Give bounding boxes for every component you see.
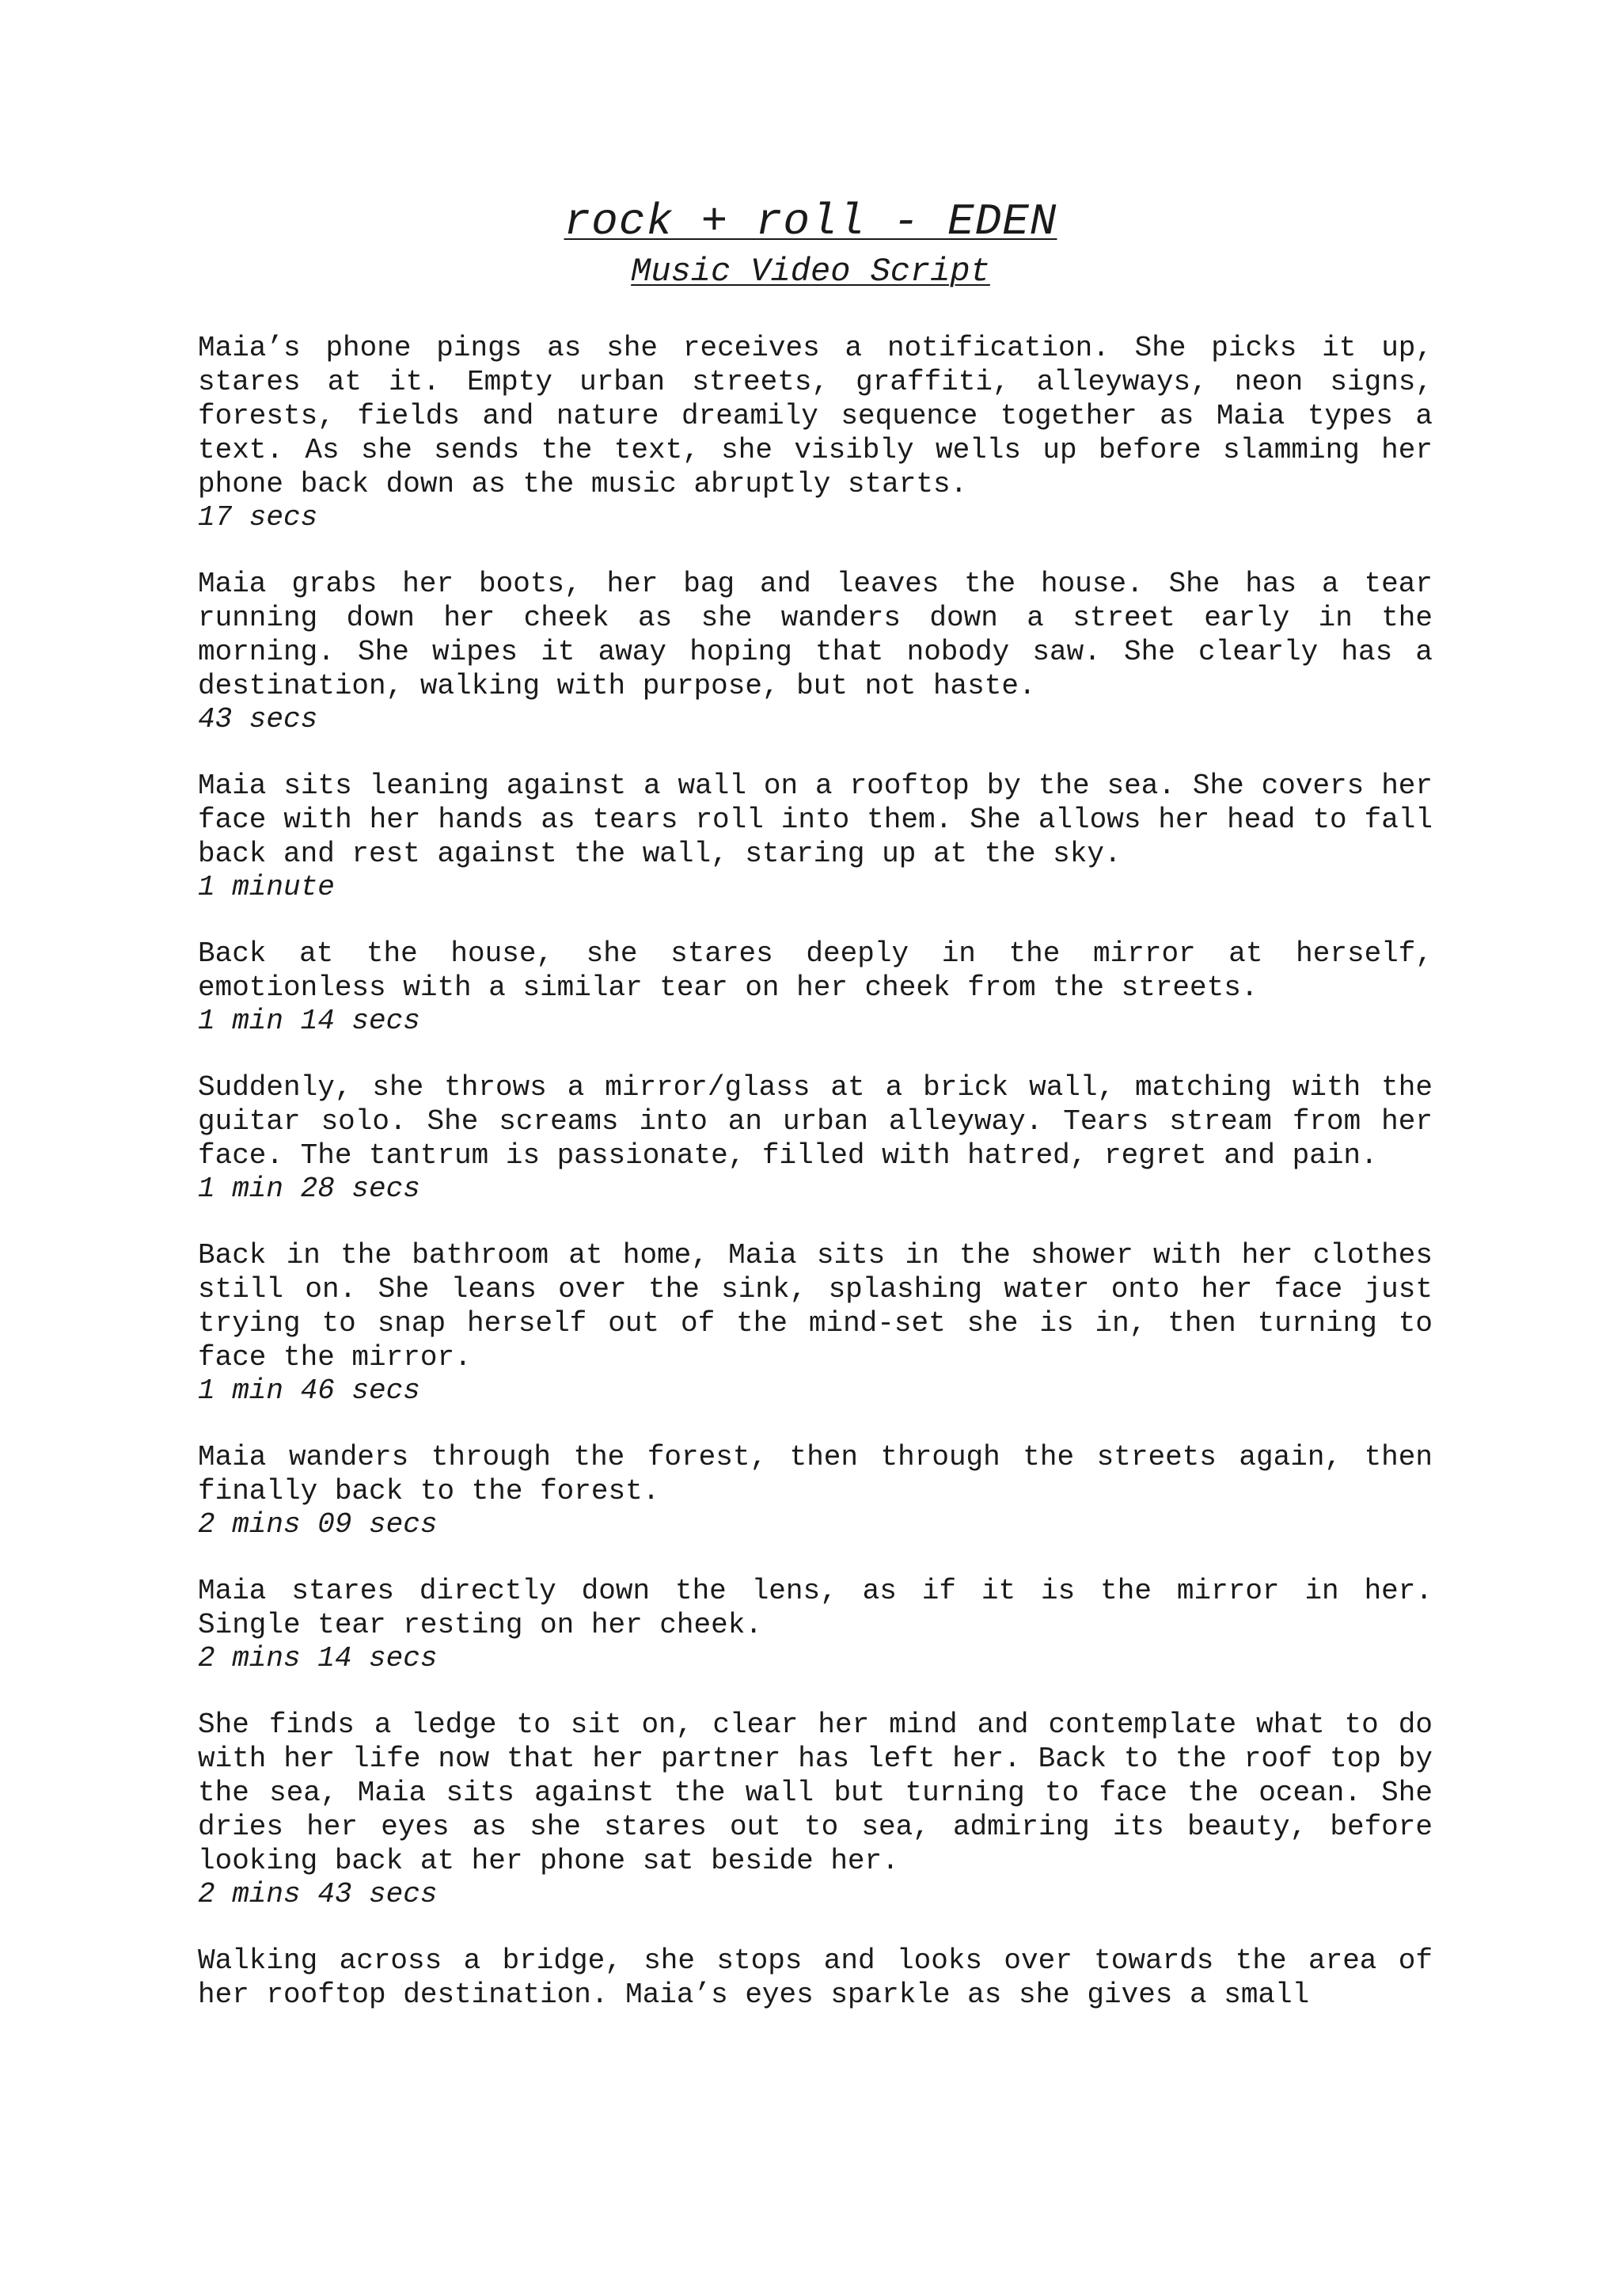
scene-block: [198, 937, 1433, 1037]
scene-timestamp: 1 min 46 secs: [198, 1374, 420, 1407]
scene-block: [198, 769, 1433, 903]
scene-description: Maia wanders through the forest, then through the streets again, then finally back to the forest.: [198, 1441, 1433, 1507]
scene-block: [198, 1440, 1433, 1541]
scene-timestamp: 2 mins 43 secs: [198, 1878, 438, 1910]
scene-timestamp: 43 secs: [198, 703, 318, 736]
scene-block: [198, 1070, 1433, 1205]
scene-block: [198, 1944, 1433, 2012]
scene-block: [198, 1708, 1433, 1910]
scene-block: [198, 331, 1433, 534]
scene-timestamp: 17 secs: [198, 501, 318, 534]
scene-description: Walking across a bridge, she stops and looks over towards the area of her rooftop destination. Maia’s eyes sparkle as she gives a small: [198, 1944, 1433, 2011]
scene-description: Maia grabs her boots, her bag and leaves the house. She has a tear running down her cheek as she wanders down a street early in the morning. She wipes it away hoping that nobody saw. She clearly has a destination, walking with purpose, but not haste.: [198, 568, 1433, 702]
scene-description: Suddenly, she throws a mirror/glass at a brick wall, matching with the guitar solo. She screams into an urban alleyway. Tears stream from her face. The tantrum is passionate, filled with hatred, regret and pain.: [198, 1071, 1433, 1172]
scene-timestamp: 2 mins 14 secs: [198, 1642, 438, 1674]
script-body: [198, 331, 1433, 2045]
scene-description: Maia sits leaning against a wall on a rooftop by the sea. She covers her face with her hands as tears roll into them. She allows her head to fall back and rest against the wall, staring up at the sky.: [198, 770, 1433, 870]
document-subtitle: Music Video Script: [631, 253, 990, 291]
scene-block: [198, 1574, 1433, 1674]
scene-timestamp: 1 min 14 secs: [198, 1005, 420, 1037]
scene-block: [198, 567, 1433, 736]
document-title: rock + roll - EDEN: [564, 196, 1057, 247]
scene-timestamp: 1 min 28 secs: [198, 1173, 420, 1205]
scene-timestamp: 2 mins 09 secs: [198, 1508, 438, 1541]
scene-description: She finds a ledge to sit on, clear her mind and contemplate what to do with her life now that her partner has left her. Back to the roof top by the sea, Maia sits against the wall but turning to face the ocean. She dries her eyes as she stares out to sea, admiring its beauty, before looking back at her phone sat beside her.: [198, 1709, 1433, 1877]
scene-description: Maia stares directly down the lens, as if it is the mirror in her. Single tear resting on her cheek.: [198, 1575, 1433, 1641]
scene-timestamp: 1 minute: [198, 871, 335, 903]
scene-description: Maia’s phone pings as she receives a notification. She picks it up, stares at it. Empty urban streets, graffiti, alleyways, neon signs, forests, fields and nature dreamily sequence together as Maia types a text. As she sends the text, she visibly wells up before slamming her phone back down as the music abruptly starts.: [198, 332, 1433, 500]
scene-description: Back at the house, she stares deeply in the mirror at herself, emotionless with a similar tear on her cheek from the streets.: [198, 937, 1433, 1004]
scene-description: Back in the bathroom at home, Maia sits in the shower with her clothes still on. She leans over the sink, splashing water onto her face just trying to snap herself out of the mind-set she is in, then turning to face the mirror.: [198, 1239, 1433, 1374]
scene-block: [198, 1238, 1433, 1407]
